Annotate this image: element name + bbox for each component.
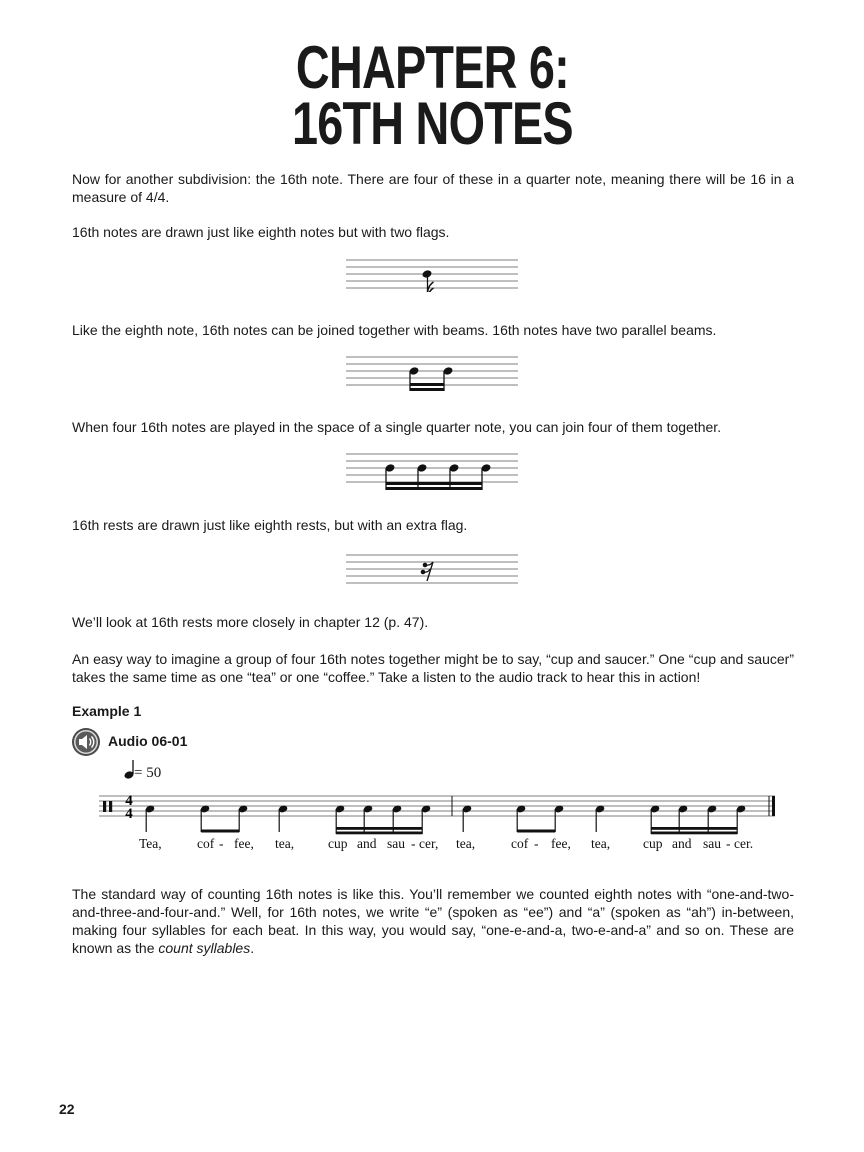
lyric-syllable: fee, (234, 836, 254, 851)
paragraph-beams: Like the eighth note, 16th notes can be joined together with beams. 16th notes have two parallel beams. (72, 322, 717, 338)
lyric-syllable: cer, (419, 836, 439, 851)
beamed-16th-pair (409, 366, 454, 391)
audio-speaker-icon[interactable] (71, 727, 101, 757)
paragraph-four-joined: When four 16th notes are played in the space of a single quarter note, you can join four of them together. (72, 419, 722, 435)
lyric-hyphen: - (411, 836, 416, 851)
example-heading: Example 1 (72, 703, 142, 719)
lyric-syllable: tea, (456, 836, 476, 851)
lyric-syllable: sau (703, 836, 721, 851)
lyric-hyphen: - (726, 836, 731, 851)
paragraph-rests: 16th rests are drawn just like eighth rests, but with an extra flag. (72, 517, 468, 533)
lyric-syllable: and (357, 836, 377, 851)
paragraph-two-flags: 16th notes are drawn just like eighth notes but with two flags. (72, 224, 450, 240)
tempo-value: = 50 (134, 765, 162, 781)
beamed-16th-group (385, 463, 492, 490)
count-syllables-term: count syllables (158, 940, 251, 956)
percussion-clef (103, 801, 112, 812)
paragraph-intro: Now for another subdivision: the 16th note. There are four of these in a quarter note, meaning there will be 16 in a measure of 4/4. (72, 171, 794, 205)
page-number: 22 (59, 1101, 75, 1117)
paragraph-count-syllables (72, 885, 794, 957)
lyric-syllable: cof (197, 836, 215, 851)
paragraph-end-period: . (250, 940, 255, 956)
lyric-syllable: Tea, (139, 836, 162, 851)
lyric-hyphen: - (534, 836, 539, 851)
lyrics (139, 836, 753, 851)
chapter-title-line-1: CHAPTER 6: (295, 34, 569, 101)
lyric-hyphen: - (219, 836, 224, 851)
lyric-syllable: cof (511, 836, 529, 851)
paragraph-count-syllables-text: The standard way of counting 16th notes is like this. You’ll remember we counted eighth notes with “one-and-two-and-three-and-four-and.” Well, for 16th notes, we write “e” (spoken as “ee”) and “a” (spoken as “ah”) in-between, making four syllables for each beat. In this way, you would say, “one-e-and-a, two-e-and-a” and so on. These are known as the (72, 886, 794, 956)
lyric-syllable: cer. (734, 836, 754, 851)
time-signature-bottom: 4 (125, 806, 133, 822)
staff-16th-rest (344, 551, 520, 587)
lyric-syllable: and (672, 836, 692, 851)
lyric-syllable: fee, (551, 836, 571, 851)
lyric-syllable: sau (387, 836, 405, 851)
paragraph-cup-and-saucer: An easy way to imagine a group of four 16th notes together might be to say, “cup and saucer.” One “cup and saucer” takes the same time as one “tea” or one “coffee.” Take a listen to the audio track to hear this in action! (72, 651, 794, 685)
time-signature-top: 4 (125, 793, 133, 809)
example-rhythm-staff (95, 790, 785, 862)
measure-2 (462, 804, 746, 834)
measure-1 (145, 804, 431, 834)
staff-single-16th-note (344, 256, 520, 292)
lyric-syllable: tea, (591, 836, 611, 851)
lyric-syllable: cup (328, 836, 348, 851)
sixteenth-rest-symbol (421, 562, 433, 581)
paragraph-see-chapter-12: We’ll look at 16th rests more closely in chapter 12 (p. 47). (72, 614, 429, 630)
staff-four-beamed-16th-notes (344, 450, 520, 494)
audio-track-label[interactable]: Audio 06-01 (108, 733, 188, 749)
staff-two-beamed-16th-notes (344, 353, 520, 395)
chapter-title-line-2: 16TH NOTES (292, 90, 573, 157)
lyric-syllable: tea, (275, 836, 295, 851)
lyric-syllable: cup (643, 836, 663, 851)
